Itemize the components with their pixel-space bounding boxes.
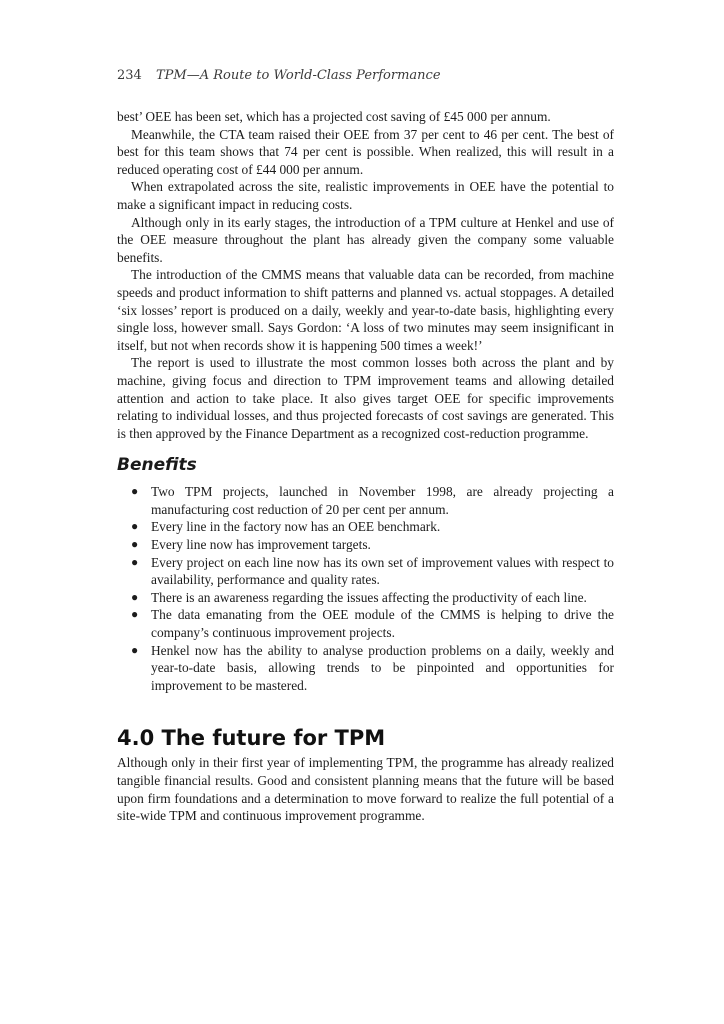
bullet-icon: ● [131,484,139,499]
list-item [117,642,614,695]
page-number: 234 [117,68,142,83]
list-item-text: There is an awareness regarding the issues affecting the productivity of each line. [151,589,587,605]
list-item-text: Henkel now has the ability to analyse production problems on a daily, weekly and year-to-date basis, allowing trends to be pinpointed and opportunities for improvement to be mastered. [151,642,614,693]
list-item [117,589,614,607]
book-page [117,66,614,825]
bullet-icon: ● [131,554,139,569]
list-item [117,483,614,518]
paragraph-cta-team: Meanwhile, the CTA team raised their OEE from 37 per cent to 46 per cent. The best of best for this team shows that 74 per cent is possible. When realized, this will result in a reduced operating cost of £44 000 per annum. [117,126,614,177]
list-item-text: Every line now has improvement targets. [151,537,371,553]
paragraph-extrapolation: When extrapolated across the site, realistic improvements in OEE have the potential to make a significant impact in reducing costs. [117,179,614,212]
bullet-icon: ● [131,537,139,552]
list-item-text: The data emanating from the OEE module of the CMMS is helping to drive the company’s continuous improvement projects. [151,607,614,641]
list-item [117,518,614,536]
list-item-text: Two TPM projects, launched in November 1998, are already projecting a manufacturing cost reduction of 20 per cent per annum. [151,484,614,517]
list-item [117,606,614,641]
section-heading: 4.0 The future for TPM [117,726,386,751]
paragraph-report: The report is used to illustrate the most common losses both across the plant and by machine, giving focus and direction to TPM improvement teams and allowing detailed attention and action to take place. It also gives target OEE for specific improvements relating to individual losses, and thus projected forecasts of cost savings are generated. This is then approved by the Finance Department as a recognized cost-reduction programme. [117,355,614,441]
running-head [117,66,614,86]
list-item-text: Every project on each line now has its own set of improvement values with respect to availability, performance and quality rates. [151,554,614,588]
body-text [117,108,614,442]
bullet-icon: ● [131,642,139,657]
paragraph-cmms: The introduction of the CMMS means that valuable data can be recorded, from machine speeds and product information to shift patterns and planned vs. actual stoppages. A detailed ‘six losses’ report is produced on a daily, weekly and year-to-date basis, highlighting every single loss, however small. Says Gordon: ‘A loss of two minutes may seem insignificant in itself, but not when records show it is happening 500 times a week!’ [117,267,614,353]
paragraph-tpm-culture: Although only in its early stages, the introduction of a TPM culture at Henkel and use of the OEE measure throughout the plant has already given the company some valuable benefits. [117,214,614,265]
benefits-heading: Benefits [117,455,197,476]
list-item-text: Every line in the factory now has an OEE benchmark. [151,519,441,535]
paragraph-continued: best’ OEE has been set, which has a projected cost saving of £45 000 per annum. [117,109,551,124]
list-item [117,554,614,589]
paragraph-future: Although only in their first year of implementing TPM, the programme has already realized tangible financial results. Good and consistent planning means that the future will be based upon firm foundations and a determination to move forward to realize the full potential of a site-wide TPM and continuous improvement programme. [117,755,614,824]
bullet-icon: ● [131,519,139,534]
running-title: TPM—A Route to World-Class Performance [155,68,441,83]
list-item [117,536,614,554]
benefits-list [117,483,614,694]
bullet-icon: ● [131,607,139,622]
bullet-icon: ● [131,589,139,604]
